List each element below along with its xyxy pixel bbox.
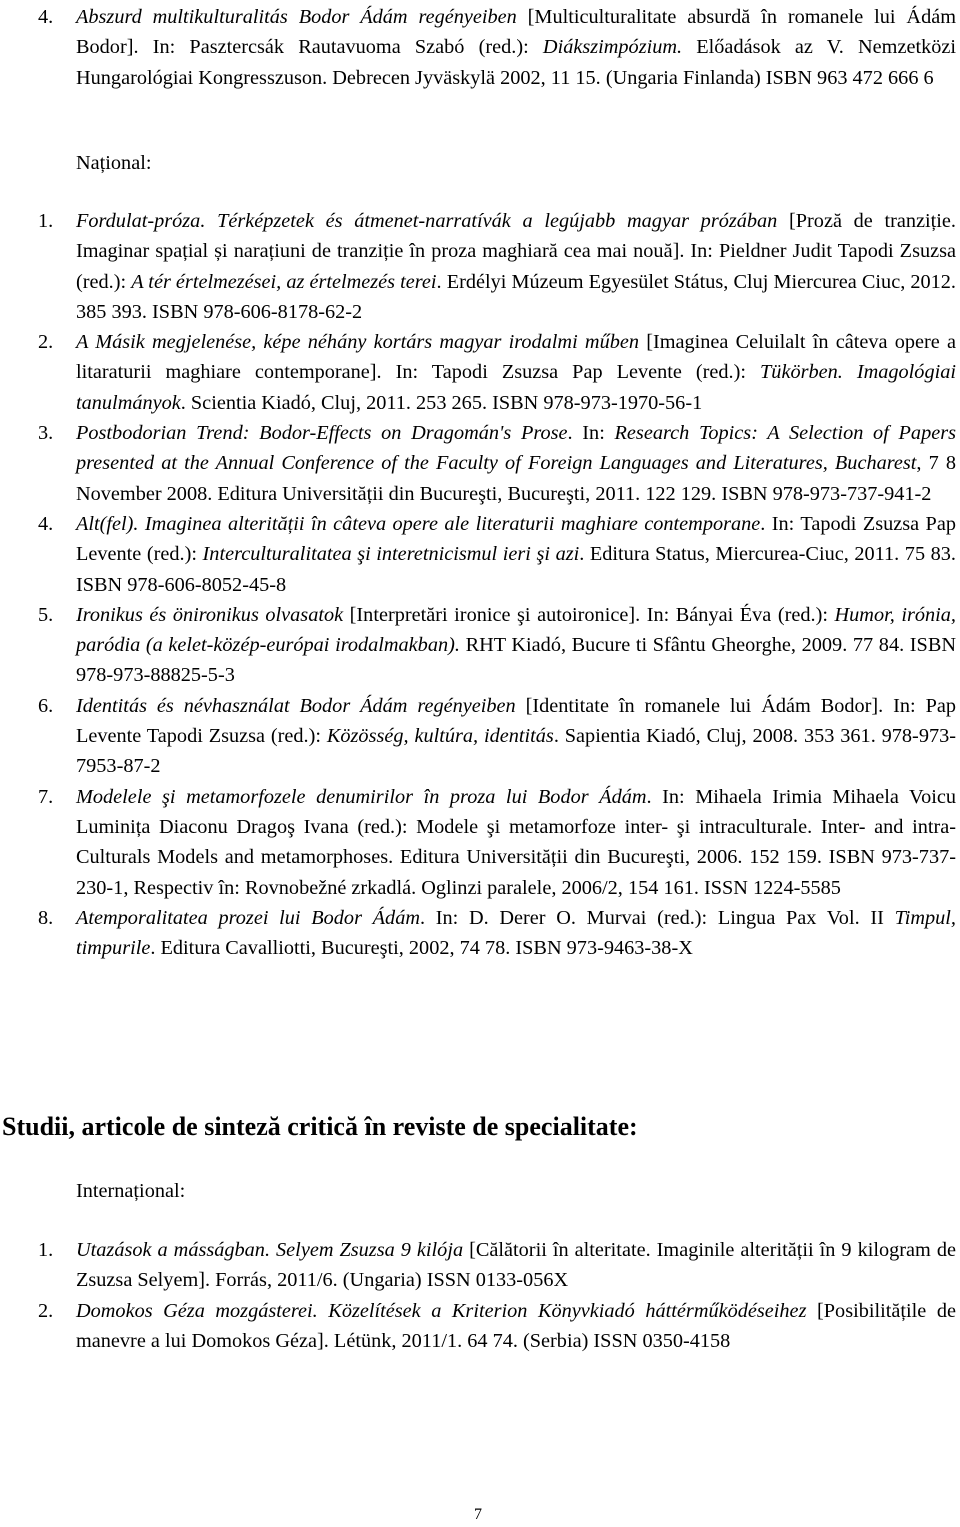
item-number: 2.: [38, 1299, 54, 1322]
reference-item: [0, 206, 956, 327]
reference-text: . Erdélyi Múzeum Egyesület Státus, Cluj Miercurea Ciuc, 2012. 385 393. ISBN 978-606-8178-62-2: [76, 270, 956, 323]
item-number: 8.: [38, 906, 54, 929]
reference-text: [Imaginea Celuilalt în câteva opere a litaraturii maghiare contemporane]. In: Tapodi Zsuzsa Pap Levente (red.):: [76, 331, 956, 384]
international-reference-list: [0, 1235, 956, 1356]
reference-item: [0, 1296, 956, 1357]
reference-text: . Editura Status, Miercurea-Ciuc, 2011. 75 83. ISBN 978-606-8052-45-8: [76, 543, 957, 596]
italic-title: Identitás és névhasználat Bodor Ádám regényeiben: [76, 694, 516, 717]
reference-text: , 7 8 November 2008. Editura Universității din Bucureşti, Bucureşti, 2011. 122 129. ISBN 978-973-737-941-2: [76, 452, 956, 505]
italic-title: Utazások a másságban. Selyem Zsuzsa 9 kilója: [76, 1239, 464, 1261]
international-subheading: Internațional:: [76, 1180, 186, 1202]
reference-item: [0, 509, 956, 600]
italic-title: A Másik megjelenése, képe néhány kortárs magyar irodalmi műben: [76, 331, 639, 354]
section-heading: Studii, articole de sinteză critică în reviste de specialitate:: [2, 1112, 638, 1141]
italic-title: Tükörben. Imagológiai tanulmányok: [76, 361, 956, 414]
reference-item: [0, 600, 956, 691]
national-reference-list: [0, 206, 956, 963]
reference-text: [Posibilitățile de manevre a lui Domokos Géza]. Létünk, 2011/1. 64 74. (Serbia) ISSN 0350-4158: [76, 1299, 957, 1352]
top-reference-list: [0, 2, 956, 93]
item-number: 4.: [38, 512, 54, 535]
italic-title: Fordulat-próza. Térképzetek és átmenet-narratívák a legújabb magyar prózában: [76, 210, 778, 232]
reference-text: . In: Mihaela Irimia Mihaela Voicu Luminița Diaconu Dragoş Ivana (red.): Modele şi metamorfoze inter- şi intraculturale. Inter- and intra-Culturals Models and metamorphoses. Editura Universității din Bucureşti, 2006. 152 159. ISBN 973-737-230-1, Respectiv în: Rovnobežné zrkadlá. Oglinzi paralele, 2006/2, 154 161. ISSN 1224-5585: [76, 785, 956, 899]
italic-title: Humor, irónia, paródia (a kelet-közép-európai irodalmakban).: [76, 603, 957, 657]
reference-text: . In:: [567, 422, 615, 445]
item-number: 4.: [38, 6, 54, 28]
reference-text: . Sapientia Kiadó, Cluj, 2008. 353 361. 978-973-7953-87-2: [76, 725, 956, 778]
italic-title: Domokos Géza mozgásterei. Közelítések a Kriterion Könyvkiadó háttérműködéseihez: [76, 1299, 807, 1322]
italic-title: Interculturalitatea şi interetnicismul ieri şi azi: [202, 543, 580, 566]
reference-item: [0, 1235, 956, 1296]
italic-title: Modelele şi metamorfozele denumirilor în proza lui Bodor Ádám: [76, 785, 647, 808]
italic-title: A tér értelmezései, az értelmezés terei: [131, 270, 437, 293]
reference-item: [0, 418, 956, 509]
reference-item: [0, 327, 956, 418]
national-subheading: Național:: [76, 152, 152, 174]
reference-text: . Editura Cavalliotti, Bucureşti, 2002, 74 78. ISBN 973-9463-38-X: [150, 937, 693, 960]
italic-title: Atemporalitatea prozei lui Bodor Ádám: [76, 906, 420, 929]
page-number: 7: [474, 1506, 482, 1523]
reference-item: [0, 782, 956, 903]
item-number: 2.: [38, 331, 54, 354]
italic-title: Alt(fel). Imaginea alterității în câteva opere ale literaturii maghiare contemporane: [76, 512, 761, 535]
reference-text: . In: D. Derer O. Murvai (red.): Lingua Pax Vol. II: [419, 906, 895, 929]
reference-text: [Multiculturalitate absurdă în romanele lui Ádám Bodor]. In: Pasztercsák Rautavuoma Szabó (red.):: [76, 6, 956, 59]
item-number: 3.: [38, 422, 54, 445]
reference-text: RHT Kiadó, Bucure ti Sfântu Gheorghe, 2009. 77 84. ISBN 978-973-88825-5-3: [76, 634, 956, 687]
italic-title: Ironikus és önironikus olvasatok: [76, 603, 344, 626]
item-number: 1.: [38, 210, 54, 232]
item-number: 1.: [38, 1239, 54, 1261]
italic-title: Abszurd multikulturalitás Bodor Ádám regényeiben: [76, 6, 517, 28]
item-number: 5.: [38, 603, 54, 626]
italic-title: Timpul, timpurile: [76, 906, 956, 960]
reference-text: [Interpretări ironice şi autoironice]. In: Bányai Éva (red.):: [343, 603, 835, 626]
italic-title: Diákszimpózium.: [542, 36, 683, 59]
reference-item: [0, 903, 956, 964]
reference-item: [0, 691, 956, 782]
reference-text: [Călătorii în alteritate. Imaginile alterității în 9 kilogram de Zsuzsa Selyem]. Forrás, 2011/6. (Ungaria) ISSN 0133-056X: [76, 1239, 956, 1292]
italic-title: Postbodorian Trend: Bodor-Effects on Dragomán's Prose: [76, 422, 568, 445]
reference-text: . Scientia Kiadó, Cluj, 2011. 253 265. ISBN 978-973-1970-56-1: [180, 391, 703, 414]
reference-text: Előadások az V. Nemzetközi Hungarológiai Kongresszuson. Debrecen Jyväskylä 2002, 11 15. (Ungaria Finlanda) ISBN 963 472 666 6: [76, 36, 957, 89]
reference-text: [Proză de tranziție. Imaginar spațial și narațiuni de tranziție în proza maghiară cea mai nouă]. In: Pieldner Judit Tapodi Zsuzsa (red.):: [76, 210, 956, 293]
reference-text: [Identitate în romanele lui Ádám Bodor]. In: Pap Levente Tapodi Zsuzsa (red.):: [76, 694, 956, 748]
item-number: 6.: [38, 694, 54, 717]
reference-text: . In: Tapodi Zsuzsa Pap Levente (red.):: [76, 512, 956, 566]
item-number: 7.: [38, 785, 54, 808]
italic-title: Közösség, kultúra, identitás: [326, 725, 554, 748]
italic-title: Research Topics: A Selection of Papers presented at the Annual Conference of the Faculty of Foreign Languages and Literatures, Bucharest: [76, 422, 956, 475]
reference-item: [0, 2, 956, 93]
